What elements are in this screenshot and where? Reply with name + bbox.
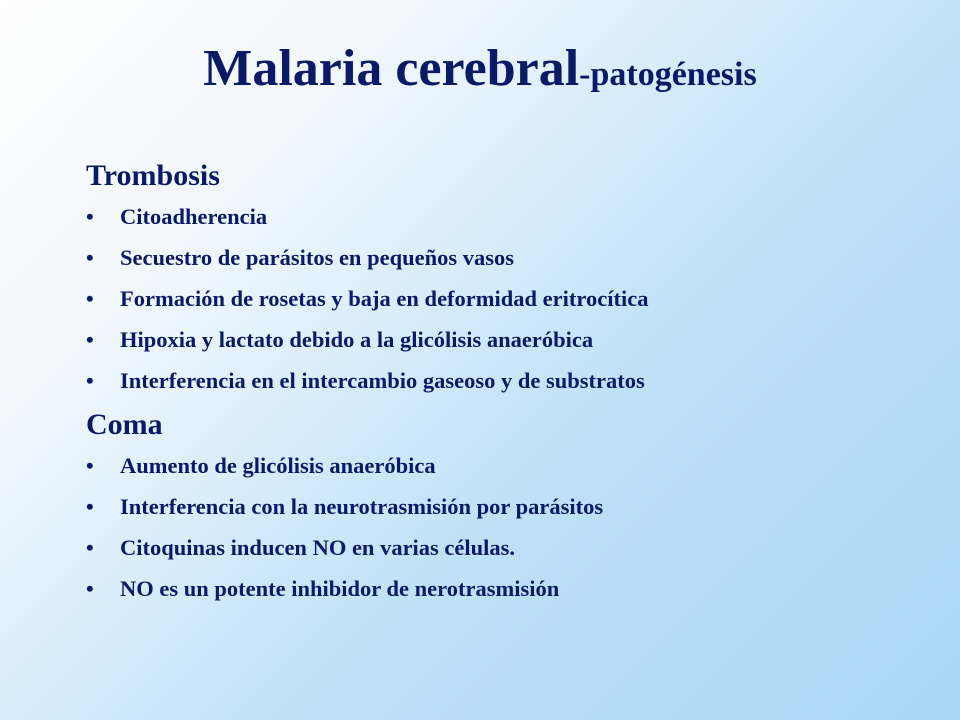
list-item-text: Secuestro de parásitos en pequeños vasos: [120, 245, 514, 270]
bullet-icon: •: [86, 576, 94, 601]
list-item: [86, 243, 946, 272]
list-item: [86, 325, 946, 354]
list-item: [86, 533, 946, 562]
bullet-icon: •: [86, 535, 94, 560]
list-item: [86, 366, 946, 395]
bullet-list-trombosis: [86, 202, 946, 395]
bullet-icon: •: [86, 327, 94, 352]
bullet-icon: •: [86, 286, 94, 311]
list-item: [86, 492, 946, 521]
list-item: [86, 202, 946, 231]
list-item-text: Formación de rosetas y baja en deformidad eritrocítica: [120, 286, 649, 311]
list-item-text: Aumento de glicólisis anaeróbica: [120, 453, 436, 478]
list-item-text: Citoquinas inducen NO en varias células.: [120, 535, 516, 560]
bullet-icon: •: [86, 368, 94, 393]
list-item-text: Hipoxia y lactato debido a la glicólisis anaeróbica: [120, 327, 594, 352]
list-item-text: Citoadherencia: [120, 204, 268, 229]
section-heading-trombosis: Trombosis: [86, 159, 220, 192]
list-item: [86, 574, 946, 603]
bullet-icon: •: [86, 453, 94, 478]
list-item-text: Interferencia en el intercambio gaseoso y de substratos: [120, 368, 645, 393]
title-subtitle: -patogénesis: [579, 56, 757, 93]
slide-title: [0, 40, 960, 97]
list-item-text: Interferencia con la neurotrasmisión por parásitos: [120, 494, 604, 519]
list-item-text: NO es un potente inhibidor de nerotrasmisión: [120, 576, 560, 601]
bullet-icon: •: [86, 245, 94, 270]
section-heading-coma: Coma: [86, 408, 163, 441]
slide-content: [86, 158, 946, 615]
bullet-icon: •: [86, 204, 94, 229]
bullet-list-coma: [86, 451, 946, 603]
bullet-icon: •: [86, 494, 94, 519]
list-item: [86, 284, 946, 313]
title-main: Malaria cerebral: [203, 40, 580, 97]
list-item: [86, 451, 946, 480]
